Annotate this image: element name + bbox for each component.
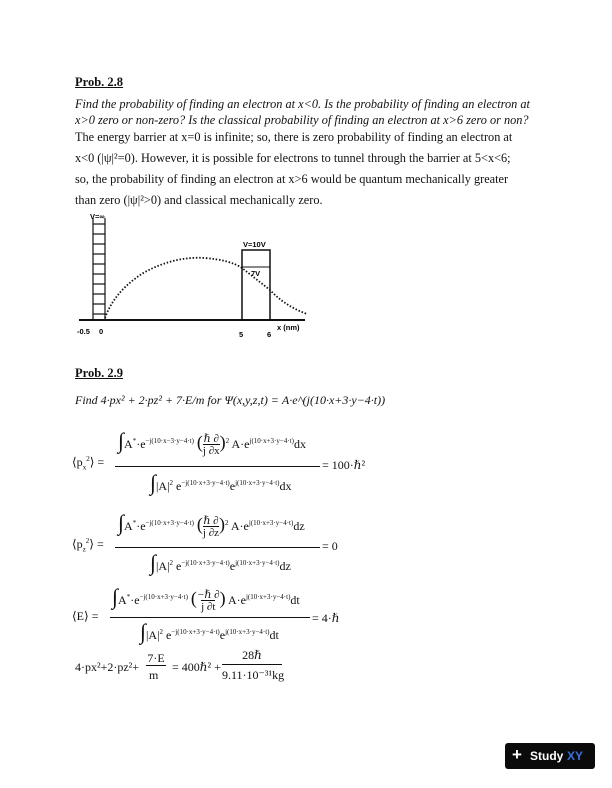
tick-neg-half: -0.5	[77, 327, 90, 336]
potential-well-figure	[75, 210, 335, 345]
final-mid: = 400ℏ² +	[172, 660, 221, 674]
final-numerator: 28ℏ	[242, 648, 262, 662]
pz-squared-label: $⟨p_z^2⟩$ =	[72, 537, 104, 554]
prob-2-9-heading: Prob. 2.9	[75, 366, 124, 380]
prob-2-8-question	[75, 96, 545, 128]
pz-numerator: $\int A^*\cdot e^{-j(10\cdot x+3\cdot y-4\cdot t)}$ (ℏ ∂ j ∂z)$^2$ $A\cdot e^{j(10\cdot x+3\cdot y-4\cdot t)}dz$	[118, 510, 305, 540]
barrier-height-label: V=10V	[243, 240, 266, 249]
final-7e-fraction: 7·E	[147, 651, 165, 665]
answer-line-4: than zero (|ψ|²>0) and classical mechanically zero.	[75, 193, 323, 207]
answer-line-1: The energy barrier at x=0 is infinite; so, there is zero probability of finding an electron at	[75, 130, 513, 144]
px-denominator: $\int|A|^2$ $e^{-j(10\cdot x+3\cdot y-4\cdot t)}e^{j(10\cdot x+3\cdot y-4\cdot t)}dx$	[150, 470, 292, 495]
finite-barrier	[242, 250, 270, 320]
brand-study: Study	[530, 749, 564, 763]
answer-line-3: so, the probability of finding an electron at x>6 would be quantum mechanically greater	[75, 172, 509, 186]
px-numerator: $\int A^*\cdot e^{-j(10\cdot x-3\cdot y-4\cdot t)}$ (ℏ ∂ j ∂x)$^2$ $A\cdot e^{j(10\cdot x+3\cdot y-4\cdot t)}dx$	[118, 428, 306, 458]
tick-six: 6	[267, 330, 272, 339]
v-infinity-label: V=∞	[90, 212, 105, 221]
prob-2-9-find	[75, 393, 385, 408]
brand-xy: XY	[567, 749, 584, 763]
energy-fraction-bar	[110, 617, 310, 618]
tick-zero: 0	[99, 327, 104, 336]
energy-expectation-label: ⟨E⟩ =	[72, 609, 99, 623]
find-expression: Find 4·px² + 2·pz² + 7·E/m for Ψ(x,y,z,t) = A·e^(j(10·x+3·y−4·t))	[75, 393, 386, 407]
px-fraction-bar	[115, 466, 320, 467]
final-m: m	[149, 668, 159, 682]
plus-icon: +	[512, 745, 522, 764]
x-axis-label: x (nm)	[277, 323, 300, 332]
final-denominator: 9.11·10⁻³¹kg	[222, 668, 285, 682]
px-result: = 100·ℏ²	[322, 458, 366, 472]
wavefunction-curve	[105, 258, 307, 318]
final-7e-bar	[146, 665, 166, 666]
energy-level-label: 7V	[251, 269, 261, 278]
question-line-2: x>0 zero or non-zero? Is the classical probability of finding an electron at x>6 zero or non?	[75, 113, 529, 127]
energy-denominator: $\int|A|^2$ $e^{-j(10\cdot x+3\cdot y-4\cdot t)}e^{j(10\cdot x+3\cdot y-4\cdot t)}dt$	[140, 619, 279, 644]
final-lhs: 4·px²+2·pz²+	[75, 660, 140, 674]
pz-fraction-bar	[115, 547, 320, 548]
prob-2-8-heading: Prob. 2.8	[75, 75, 124, 89]
tick-five: 5	[239, 330, 244, 339]
answer-line-2: x<0 (|ψ|²=0). However, it is possible for electrons to tunnel through the barrier at 5<x<6;	[75, 151, 511, 165]
question-line-1: Find the probability of finding an electron at x<0. Is the probability of finding an electron at	[75, 97, 530, 111]
px-squared-label: $⟨p_x^2⟩$ =	[72, 455, 105, 472]
studyxy-logo[interactable]	[505, 743, 595, 769]
final-fraction-bar	[222, 664, 282, 665]
energy-numerator: $\int A^*\cdot e^{-j(10\cdot x+3\cdot y-4\cdot t)}$ (−ℏ ∂ j ∂t ) $A\cdot e^{j(10\cdot x+3\cdot y-4\cdot t)}dt$	[112, 584, 300, 614]
prob-2-8-answer	[75, 127, 535, 211]
pz-result: = 0	[322, 539, 338, 553]
infinite-barrier	[93, 218, 105, 320]
pz-denominator: $\int|A|^2$ $e^{-j(10\cdot x+3\cdot y-4\cdot t)}e^{j(10\cdot x+3\cdot y-4\cdot t)}dz$	[150, 550, 291, 575]
energy-result: = 4·ℏ	[312, 611, 340, 625]
